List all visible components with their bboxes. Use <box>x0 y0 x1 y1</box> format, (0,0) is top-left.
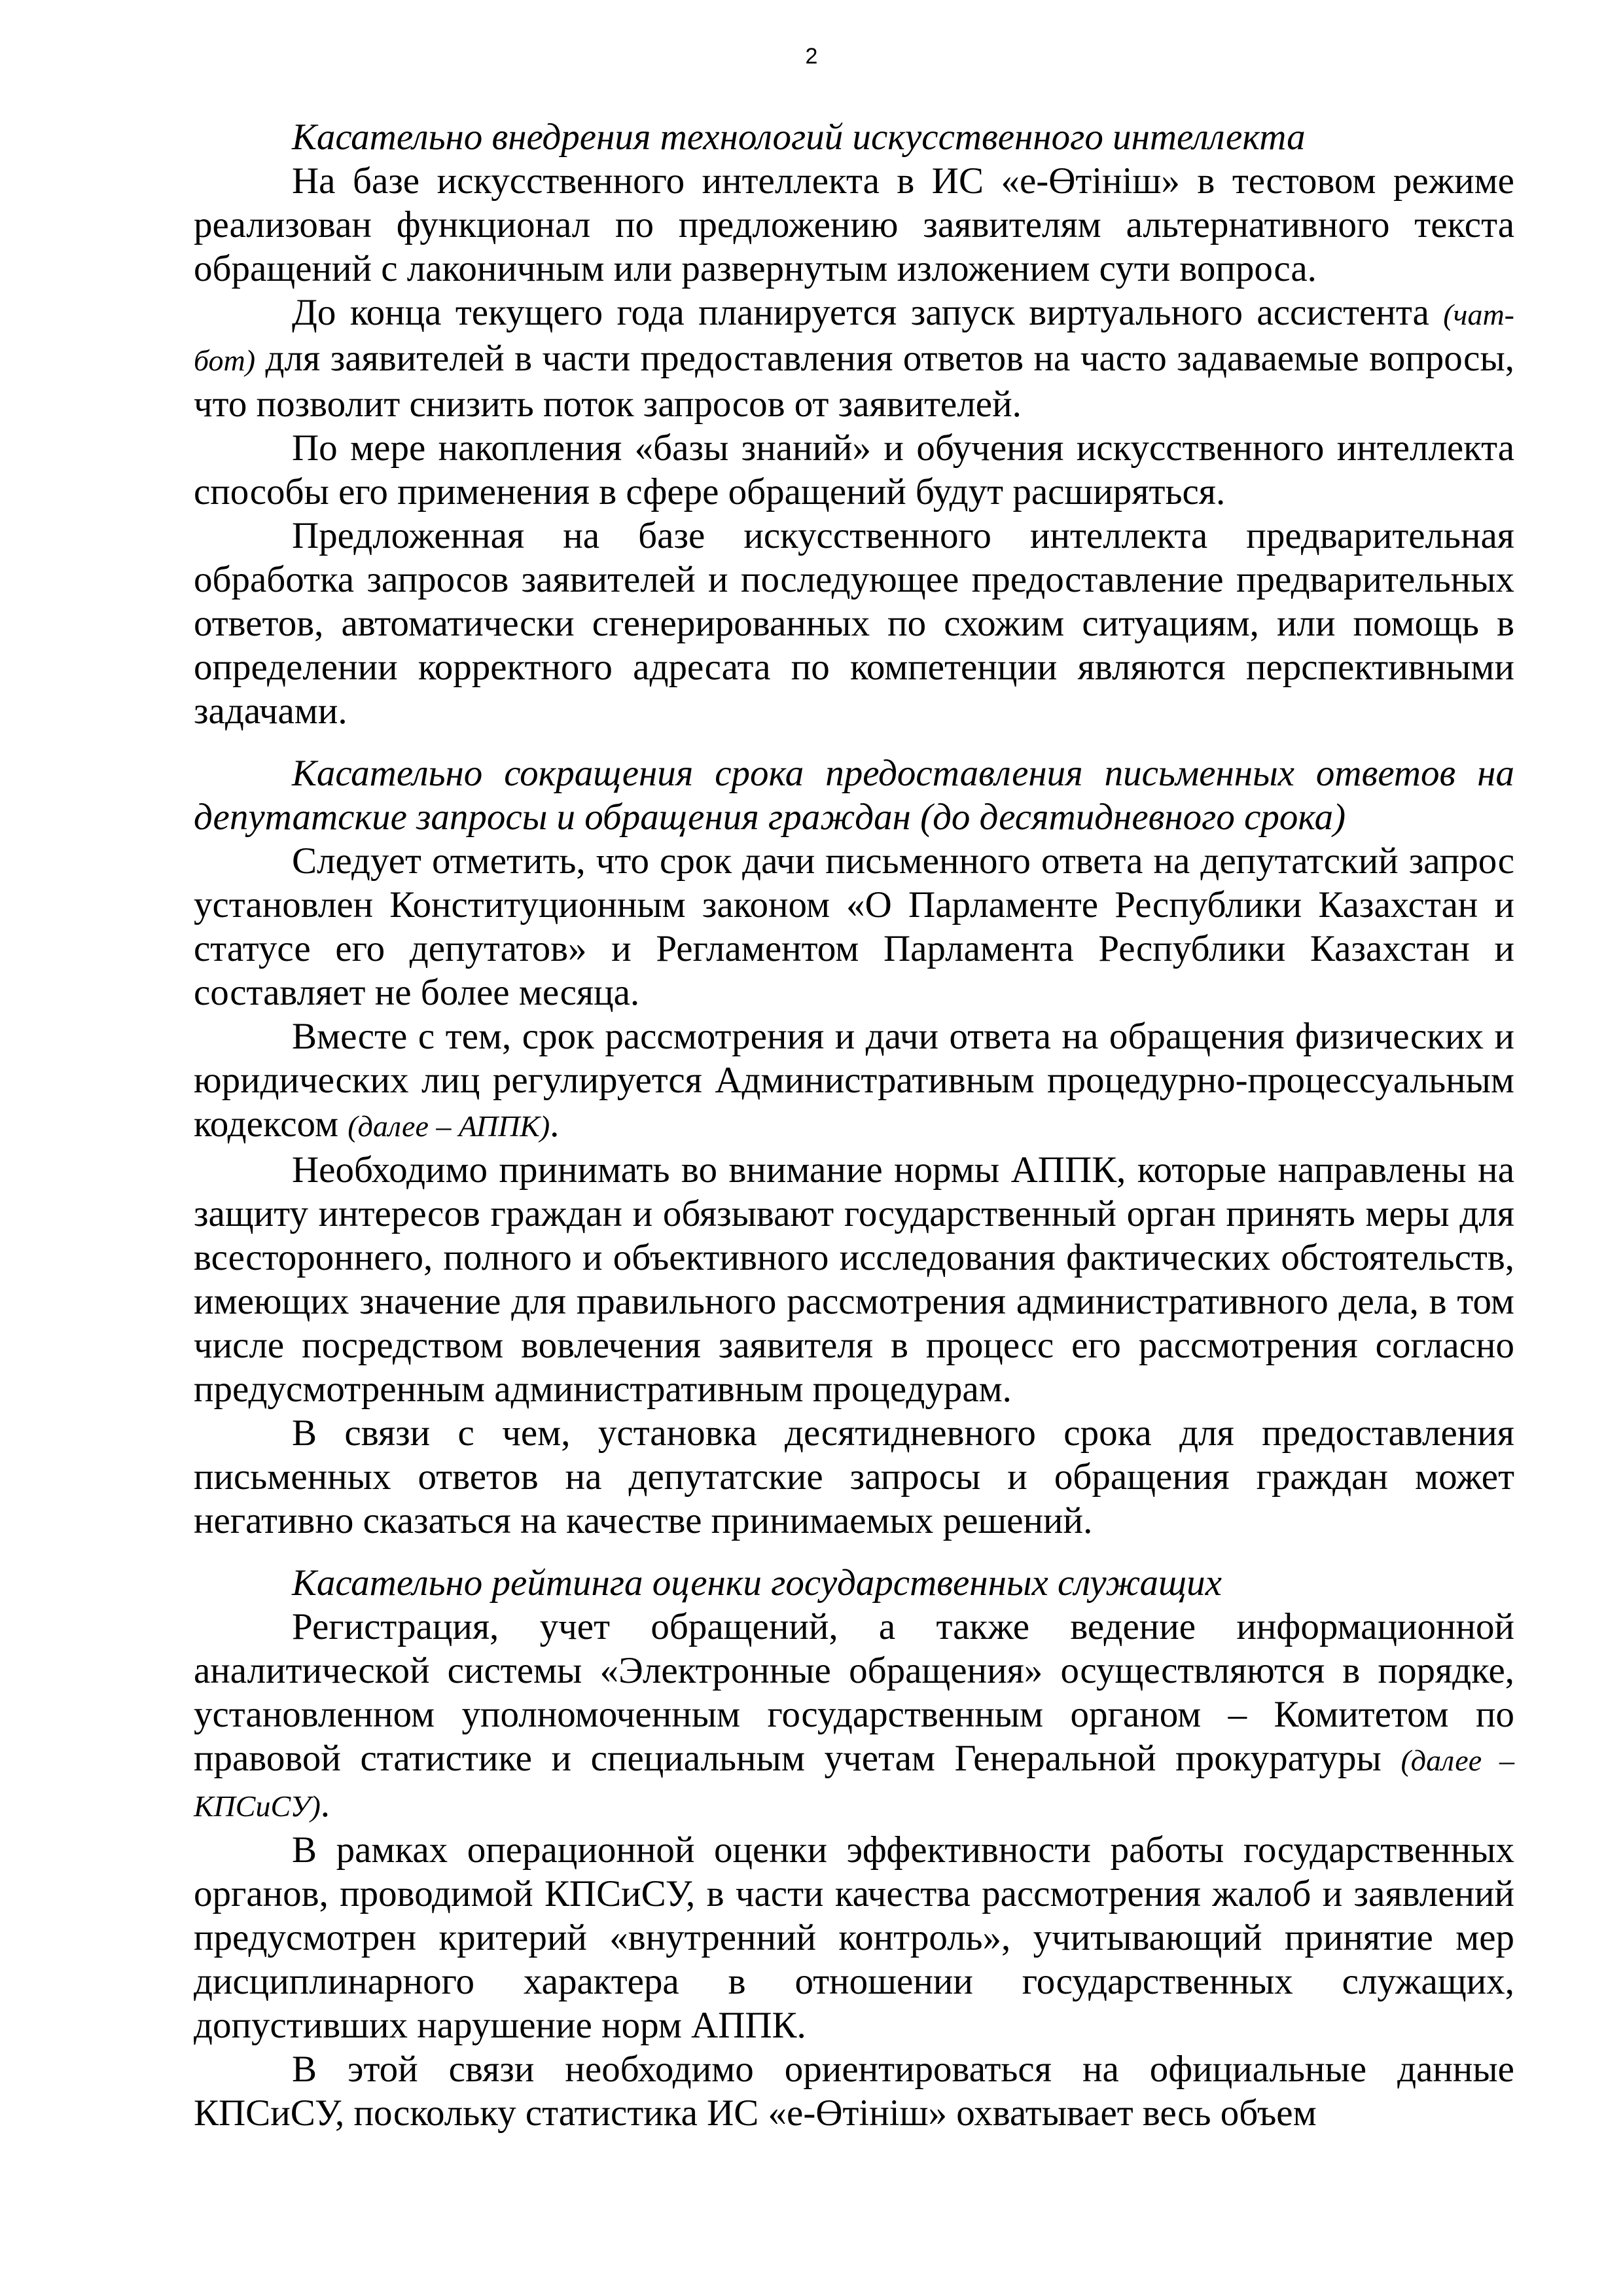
paragraph-text: . <box>550 1103 560 1145</box>
paragraph-text: для заявителей в части предоставления ответов на часто задаваемые вопросы, что позволит снизить поток запросов от заявителей. <box>194 338 1514 425</box>
paragraph: В связи с чем, установка десятидневного срока для предоставления письменных ответов на депутатские запросы и обращения граждан может негативно сказаться на качестве принимаемых решений. <box>194 1412 1514 1541</box>
paragraph-text: До конца текущего года планируется запуск виртуального ассистента <box>292 292 1444 333</box>
section-heading-ai: Касательно внедрения технологий искусственного интеллекта <box>292 117 1306 158</box>
page-number: 2 <box>805 44 818 69</box>
document-body <box>194 115 1514 2135</box>
paragraph: В этой связи необходимо ориентироваться на официальные данные КПСиСУ, поскольку статистика ИС «е-Өтiнiш» охватывает весь объем <box>194 2049 1514 2134</box>
paragraph: На базе искусственного интеллекта в ИС «е-Өтiнiш» в тестовом режиме реализован функционал по предложению заявителям альтернативного текста обращений с лаконичным или развернутым изложением сути вопроса. <box>194 160 1514 289</box>
paragraph: По мере накопления «базы знаний» и обучения искусственного интеллекта способы его применения в сфере обращений будут расширяться. <box>194 427 1514 512</box>
paragraph: Следует отметить, что срок дачи письменного ответа на депутатский запрос установлен Конституционным законом «О Парламенте Республики Казахстан и статусе его депутатов» и Регламентом Парламента Республики Казахстан и составляет не более месяца. <box>194 840 1514 1013</box>
paragraph <box>194 291 1514 426</box>
paragraph <box>194 1014 1514 1148</box>
section-heading-rating: Касательно рейтинга оценки государственных служащих <box>292 1562 1222 1604</box>
paragraph-text: . <box>320 1784 330 1825</box>
parenthetical-note: (далее – КПСиСУ) <box>194 1744 1514 1823</box>
paragraph <box>194 1605 1514 1828</box>
parenthetical-note: (далее – АППК) <box>348 1109 550 1143</box>
paragraph: В рамках операционной оценки эффективности работы государственных органов, проводимой КПСиСУ, в части качества рассмотрения жалоб и заявлений предусмотрен критерий «внутренний контроль», учитывающий принятие мер дисциплинарного характера в отношении государственных служащих, допустивших нарушение норм АППК. <box>194 1829 1514 2046</box>
paragraph-text: Вместе с тем, срок рассмотрения и дачи ответа на обращения физических и юридических лиц регулируется Административным процедурно-процессуальным кодексом <box>194 1016 1514 1145</box>
paragraph: Необходимо принимать во внимание нормы АППК, которые направлены на защиту интересов граждан и обязывают государственный орган принять меры для всестороннего, полного и объективного исследования фактических обстоятельств, имеющих значение для правильного рассмотрения административного дела, в том числе посредством вовлечения заявителя в процесс его рассмотрения согласно предусмотренным административным процедурам. <box>194 1149 1514 1410</box>
paragraph-text: Регистрация, учет обращений, а также ведение информационной аналитической системы «Электронные обращения» осуществляются в порядке, установленном уполномоченным государственным органом – Комитетом по правовой статистике и специальным учетам Генеральной прокуратуры <box>194 1606 1514 1779</box>
section-heading-term: Касательно сокращения срока предоставления письменных ответов на депутатские запросы и обращения граждан (до десятидневного срока) <box>194 753 1514 838</box>
paragraph: Предложенная на базе искусственного интеллекта предварительная обработка запросов заявителей и последующее предоставление предварительных ответов, автоматически сгенерированных по схожим ситуациям, или помощь в определении корректного адресата по компетенции являются перспективными задачами. <box>194 515 1514 732</box>
parenthetical-note: (чат-бот) <box>194 298 1514 377</box>
